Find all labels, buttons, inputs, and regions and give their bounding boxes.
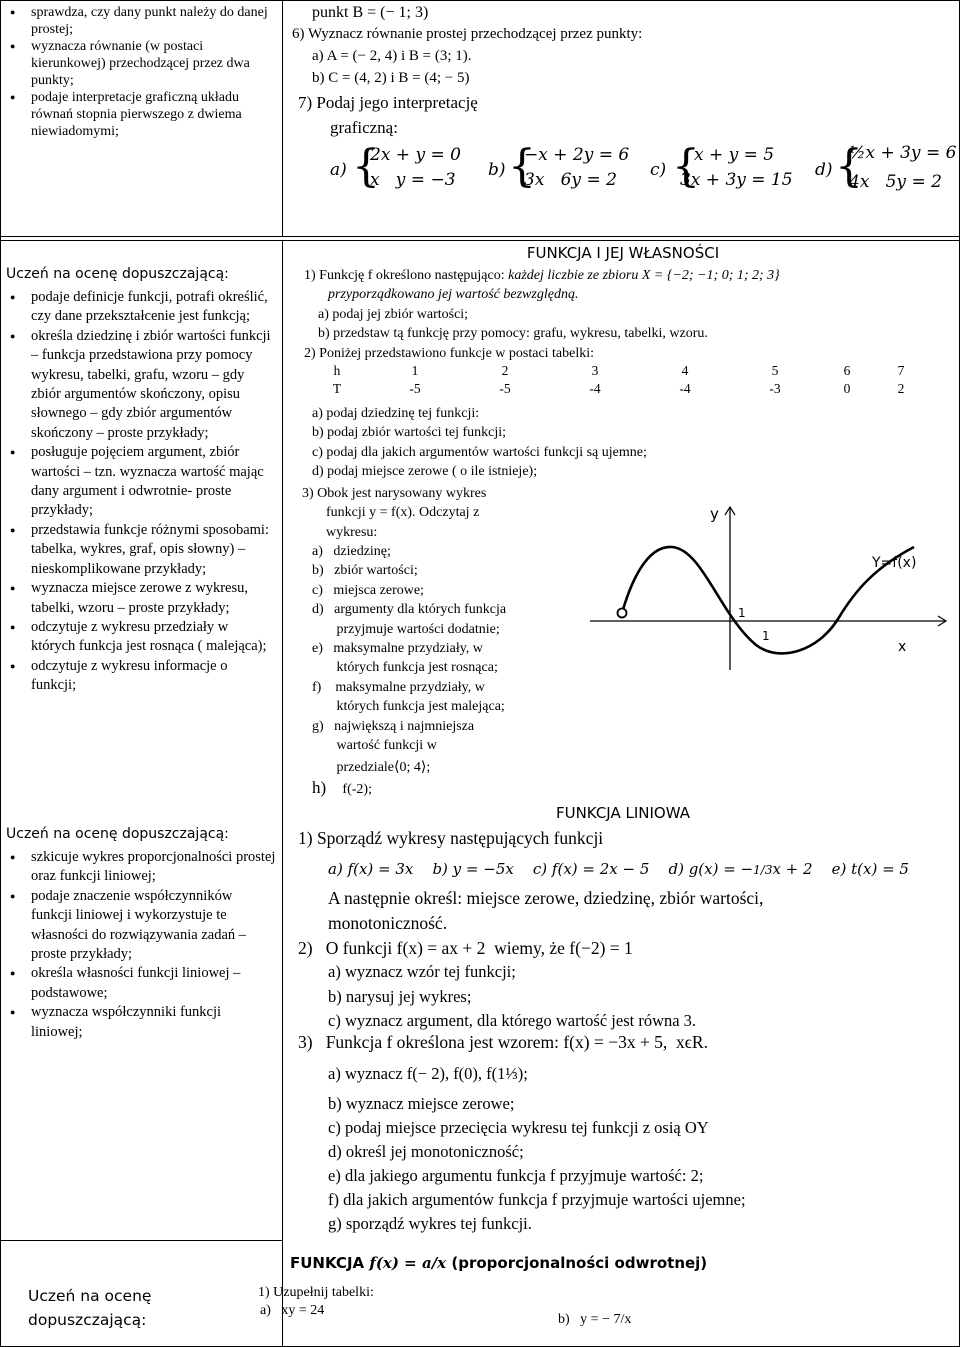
equation-1: 2x + y = 0	[370, 145, 461, 165]
item-7b	[330, 118, 398, 138]
bullet-item	[4, 1003, 276, 1042]
bullet-item	[4, 657, 276, 696]
y-axis-label: y	[710, 505, 719, 523]
liniowa-q1	[298, 826, 603, 851]
bullet-item	[4, 443, 276, 521]
grade-text: Uczeń na ocenę dopuszczającą:	[6, 826, 229, 842]
table-cell: 3	[591, 363, 599, 378]
q3-item: e) maksymalne przydziały, w	[312, 641, 483, 657]
y-tick-label: 1	[738, 606, 746, 620]
bullet-text: określa dziedzinę i zbiór wartości funkcji – funkcja przedstawiona przy pomocy wykresu, tabelki, grafu, wzoru – gdy zbiór argumentów skończony, opisu słownego – gdy zbiór argumentów skończony – proste przykłady;	[31, 327, 271, 441]
section-title-funkcje	[286, 244, 960, 262]
q1-text: 1) Uzupełnij tabelki:	[258, 1285, 374, 1300]
table-divider-1	[0, 236, 960, 237]
q1a	[304, 305, 780, 324]
item-7	[298, 93, 478, 113]
bullet-item	[4, 89, 276, 140]
bullet-text: wyznacza miejsce zerowe z wykresu, tabelki, wzoru – proste przykłady;	[31, 580, 248, 616]
bullet-item	[4, 618, 276, 657]
q1-functions	[328, 860, 909, 878]
q1-text: 1) Sporządź wykresy następujących funkcji	[298, 828, 604, 848]
q1-line	[304, 266, 780, 285]
equation-2: 3x + 3y = 15	[680, 170, 793, 190]
bullet-text: wyznacza równanie (w postaci kierunkowej) przechodzącej przez dwa punkty;	[31, 39, 250, 88]
item-6	[292, 26, 642, 43]
bullet-text: posługuje pojęciem argument, zbiór wartości – tzn. wyznacza wartość mając dany argument i odwrotnie- proste przykłady;	[31, 444, 264, 519]
table-cell: -4	[679, 381, 691, 396]
table-cell: 7	[897, 363, 905, 378]
table-cell: -5	[499, 381, 511, 396]
q3-item: przedziale⟨0; 4⟩;	[312, 760, 431, 776]
q3-item: b) zbiór wartości;	[312, 563, 418, 579]
q1-desc-1: A następnie określ: miejsce zerowe, dziedzinę, zbiór wartości,	[328, 888, 764, 908]
q1-line-2	[304, 285, 780, 304]
q1-italic: każdej liczbie ze zbioru X = {−2; −1; 0; 1; 2; 3}	[508, 268, 780, 283]
q1-italic-2: przyporządkowano jej wartość bezwzględną.	[328, 287, 579, 303]
q3-text-2: funkcji y = f(x). Odczytaj z	[326, 505, 480, 521]
q3-item: wartość funkcji w	[312, 738, 437, 754]
brace-icon: {	[508, 141, 536, 192]
bullet-text: podaje interpretacje graficzną układu równań stopnia pierwszego z dwiema niewiadomymi;	[31, 90, 242, 139]
bullet-text: odczytuje z wykresu przedziały w których funkcja jest rosnąca ( malejąca);	[31, 618, 267, 655]
column-divider-top	[282, 0, 283, 237]
q3-text: 3) Obok jest narysowany wykres	[302, 486, 487, 501]
q2-item: a) wyznacz wzór tej funkcji;	[328, 962, 516, 981]
q3-item: b) wyznacz miejsce zerowe;	[328, 1094, 515, 1113]
odwrotna-q1b	[558, 1312, 631, 1328]
q2-subitems	[328, 960, 696, 1034]
q2-item: d) podaj miejsce zerowe ( o ile istnieje);	[312, 464, 538, 480]
open-endpoint	[618, 609, 627, 618]
table-cell: 1	[411, 363, 419, 378]
q3-item: f) maksymalne przydziały, w	[312, 679, 485, 695]
table-cell: 2	[501, 363, 509, 378]
q3-item: przyjmuje wartości dodatnie;	[312, 621, 500, 637]
title-formula: f(x) = a/x	[369, 1254, 447, 1272]
q3-item: d) określ jej monotoniczność;	[328, 1142, 524, 1161]
bullet-item	[4, 579, 276, 618]
system-label: c)	[650, 160, 667, 180]
q1-description	[328, 886, 763, 935]
q1-functions-text: a) f(x) = 3x b) y = −5x c) f(x) = 2x − 5 d) g(x) = −	[328, 860, 754, 878]
bullet-item	[4, 4, 276, 38]
section-title-text: FUNKCJA LINIOWA	[555, 804, 690, 822]
function-graph	[580, 495, 956, 675]
q2-item: b) narysuj jej wykres;	[328, 986, 472, 1006]
table-cell: -5	[409, 381, 421, 396]
q2-item: c) wyznacz argument, dla którego wartość jest równa 3.	[328, 1011, 697, 1031]
grade-heading	[28, 1284, 228, 1332]
funkcje-q3	[302, 484, 486, 542]
q1-desc-2: monotoniczność.	[328, 912, 448, 933]
item-6b-text: b) C = (4, 2) i B = (4; − 5)	[312, 70, 470, 86]
values-table	[304, 362, 928, 398]
bullet-text: podaje definicje funkcji, potrafi określić, czy dane przekształcenie jest funkcją;	[31, 289, 268, 325]
bullet-text: przedstawia funkcje różnymi sposobami: tabelka, wykres, graf, opis słowny) – nieskomplikowane przykłady;	[31, 521, 269, 577]
section-title-odwrotna	[290, 1254, 707, 1272]
left-cell-divider	[0, 1240, 282, 1241]
q3a	[328, 1062, 528, 1087]
brace-icon: {	[835, 141, 863, 192]
table-cell: 4	[681, 363, 689, 378]
section-title-liniowa	[286, 804, 960, 822]
column-divider	[282, 240, 283, 1347]
funkcje-q1	[304, 266, 780, 363]
item-6b	[312, 70, 469, 87]
q3-item: f) dla jakich argumentów funkcja f przyjmuje wartości ujemne;	[328, 1190, 746, 1209]
table-cell: h	[333, 363, 341, 378]
q3h	[312, 778, 372, 798]
title-post: (proporcjonalności odwrotnej)	[451, 1254, 708, 1272]
table-border-left	[0, 0, 1, 1347]
bullet-text: określa własności funkcji liniowej – podstawowe;	[31, 965, 241, 1001]
table-border-top	[0, 0, 960, 1]
table-row	[304, 362, 928, 380]
liniowa-requirements	[4, 848, 276, 1042]
bullet-item	[4, 327, 276, 443]
q3-subitems	[328, 1092, 746, 1236]
punkt-line	[312, 4, 428, 22]
curve-label: Y=f(x)	[872, 555, 917, 571]
q3-item: d) argumenty dla których funkcja	[312, 602, 507, 618]
x-tick-label: 1	[762, 629, 770, 643]
q2	[304, 344, 780, 363]
bullet-item	[4, 521, 276, 579]
system-label: a)	[330, 160, 347, 180]
brace-icon: {	[352, 141, 380, 192]
equation-1: x + y = 5	[694, 145, 775, 165]
funkcje-requirements	[4, 288, 276, 696]
bullet-text: szkicuje wykres proporcjonalności prostej oraz funkcji liniowej;	[31, 849, 276, 885]
table-cell: -4	[589, 381, 601, 396]
bullet-item	[4, 848, 276, 887]
equation-2: 3x 6y = 2	[524, 170, 617, 190]
table-cell: T	[332, 381, 342, 396]
item-6a-text: a) A = (− 2, 4) i B = (3; 1).	[312, 48, 472, 64]
q3-item: g) sporządź wykres tej funkcji.	[328, 1214, 532, 1233]
equation-1: ½x + 3y = 6	[849, 143, 957, 163]
odwrotna-q1	[258, 1284, 374, 1320]
item-6a	[312, 48, 472, 65]
grade-heading	[6, 826, 229, 842]
section-title-text: FUNKCJA I JEJ WŁASNOŚCI	[526, 244, 720, 262]
item-7-text: 7) Podaj jego interpretację	[298, 93, 478, 112]
q3a-text: a) wyznacz f(− 2), f(0), f(1⅓);	[328, 1064, 528, 1083]
fraction: 1/3	[753, 863, 773, 877]
punkt-text: punkt B = (− 1; 3)	[312, 4, 429, 21]
bullet-text: wyznacza współczynniki funkcji liniowej;	[31, 1004, 222, 1040]
x-axis-label: x	[898, 639, 907, 655]
table-row	[304, 380, 928, 398]
q3-text: 3) Funkcja f określona jest wzorem: f(x) = −3x + 5, xϵR.	[298, 1032, 708, 1052]
q1b-text: b) przedstaw tą funkcję przy pomocy: grafu, wykresu, tabelki, wzoru.	[318, 326, 708, 342]
table-divider-2	[0, 240, 960, 241]
bullet-item	[4, 964, 276, 1003]
q1a-text: a) xy = 24	[260, 1303, 325, 1318]
bullet-text: odczytuje z wykresu informacje o funkcji;	[31, 657, 228, 694]
table-cell: 6	[843, 363, 851, 378]
q3-item: a) dziedzinę;	[312, 544, 391, 559]
q1b	[304, 324, 780, 343]
q1a-text: a) podaj jej zbiór wartości;	[318, 306, 469, 322]
q3-item: c) miejsca zerowe;	[312, 582, 424, 598]
bullet-item	[4, 38, 276, 89]
q2-item: b) podaj zbiór wartości tej funkcji;	[312, 425, 506, 441]
q2-item: c) podaj dla jakich argumentów wartości funkcji są ujemne;	[312, 444, 647, 460]
q3-item: c) podaj miejsce przecięcia wykresu tej funkcji z osią OY	[328, 1118, 709, 1137]
grade-text: Uczeń na ocenę dopuszczającą:	[28, 1287, 152, 1329]
bullet-text: sprawdza, czy dany punkt należy do danej prostej;	[31, 5, 268, 37]
item-6-text: 6) Wyznacz równanie prostej przechodzącej przez punkty:	[292, 26, 643, 42]
liniowa-q2	[298, 936, 633, 961]
q3-subitems	[312, 542, 506, 778]
table-cell: 2	[897, 381, 905, 396]
item-7b-text: graficzną:	[330, 118, 398, 137]
q3-item: g) największą i najmniejsza	[312, 718, 475, 734]
system-label: b)	[488, 160, 506, 180]
q1-functions-end: x + 2 e) t(x) = 5	[772, 860, 909, 878]
table-cell: 5	[771, 363, 779, 378]
q2-text: 2) Poniżej przedstawiono funkcje w postaci tabelki:	[304, 345, 595, 361]
q1b-text: b) y = − 7/x	[558, 1312, 632, 1327]
bullet-item	[4, 887, 276, 965]
equation-2: x y = −3	[370, 170, 456, 190]
equation-2: 4x 5y = 2	[849, 172, 942, 192]
equation-1: −x + 2y = 6	[524, 145, 630, 165]
q3h-text: f(-2);	[342, 782, 372, 797]
grade-heading	[6, 266, 229, 282]
q3-item: których funkcja jest rosnąca;	[312, 660, 498, 676]
q3-item: e) dla jakiego argumentu funkcja f przyjmuje wartość: 2;	[328, 1166, 704, 1185]
q2-text: 2) O funkcji f(x) = ax + 2 wiemy, że f(−2) = 1	[298, 938, 633, 958]
q1-text: 1) Funkcję f określono następująco:	[304, 268, 509, 283]
bullet-text: podaje znaczenie współczynników funkcji liniowej i wykorzystuje te własności do rozwiązywania zadań – proste przykłady;	[31, 887, 247, 963]
q3-item: których funkcja jest malejąca;	[312, 699, 505, 715]
brace-icon: {	[672, 141, 700, 192]
q3h-label: h)	[312, 778, 327, 797]
q2-item: a) podaj dziedzinę tej funkcji:	[312, 406, 480, 421]
liniowa-q3	[298, 1030, 708, 1055]
table-cell: -3	[769, 381, 781, 396]
grade-text: Uczeń na ocenę dopuszczającą:	[6, 266, 229, 282]
title-pre: FUNKCJA	[290, 1254, 365, 1272]
top-left-cell	[4, 4, 276, 140]
table-cell: 0	[843, 381, 851, 396]
q2-subitems	[312, 404, 647, 482]
system-label: d)	[815, 160, 833, 180]
q3-text-3: wykresu:	[326, 524, 378, 540]
bullet-item	[4, 288, 276, 327]
